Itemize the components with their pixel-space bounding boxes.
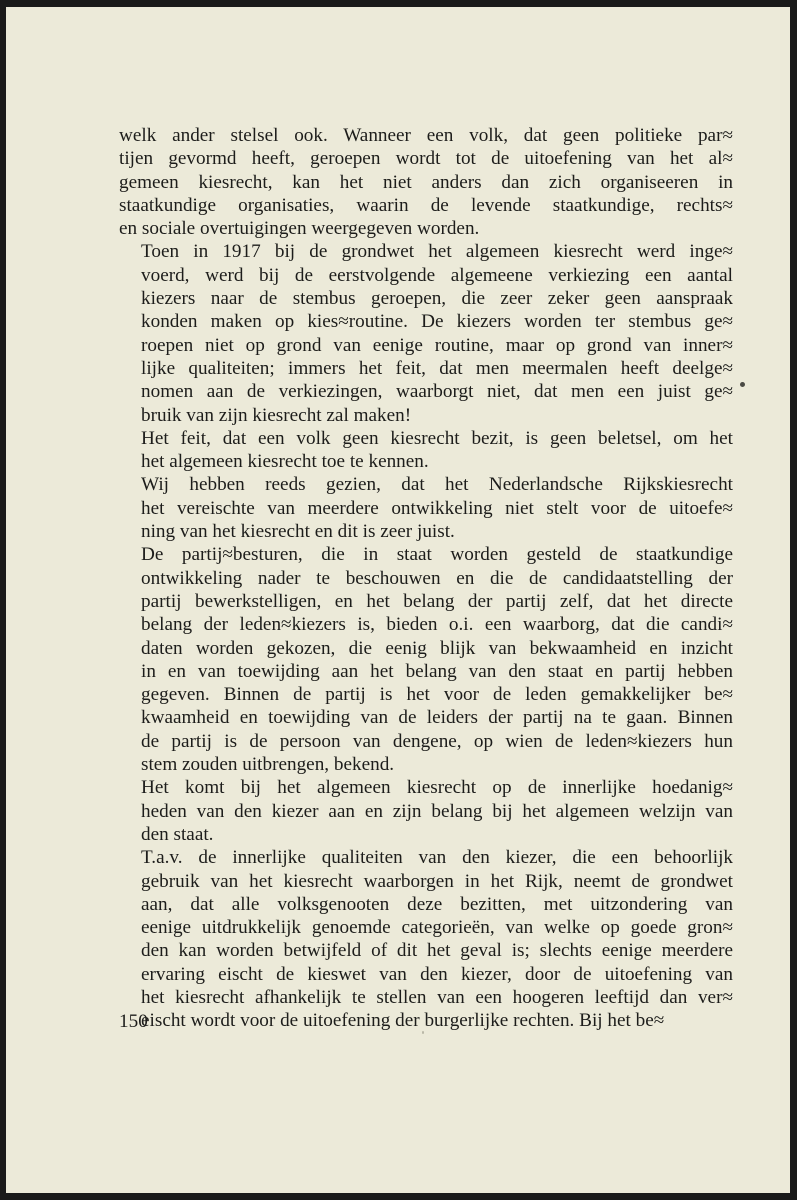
text-line: staatkundige organisaties, waarin de levende staatkundige, rechts≈ bbox=[119, 194, 733, 216]
text-line: lijke qualiteiten; immers het feit, dat men meermalen heeft deelge≈ bbox=[141, 357, 733, 379]
text-line: den staat. bbox=[141, 823, 214, 845]
text-line: Het feit, dat een volk geen kiesrecht bezit, is geen beletsel, om het bbox=[141, 427, 733, 449]
body-text bbox=[119, 124, 733, 1033]
text-line: en sociale overtuigingen weergegeven worden. bbox=[119, 218, 480, 240]
text-line: den kan worden betwijfeld of dit het geval is; slechts eenige meerdere bbox=[141, 940, 733, 962]
text-line: het kiesrecht afhankelijk te stellen van een hoogeren leeftijd dan ver≈ bbox=[141, 986, 733, 1008]
text-line: stem zouden uitbrengen, bekend. bbox=[141, 754, 395, 776]
text-line: Het komt bij het algemeen kiesrecht op de innerlijke hoedanig≈ bbox=[141, 777, 733, 799]
text-line: kwaamheid en toewijding van de leiders der partij na te gaan. Binnen bbox=[141, 707, 733, 729]
text-line: gegeven. Binnen de partij is het voor de leden gemakkelijker be≈ bbox=[141, 684, 733, 706]
text-line: T.a.v. de innerlijke qualiteiten van den kiezer, die een behoorlijk bbox=[141, 847, 733, 869]
text-line: aan, dat alle volksgenooten deze bezitten, met uitzondering van bbox=[141, 893, 733, 915]
text-line: in en van toewijding aan het belang van den staat en partij hebben bbox=[141, 660, 733, 682]
text-line: ning van het kiesrecht en dit is zeer juist. bbox=[141, 521, 455, 543]
text-line: de partij is de persoon van dengene, op wien de leden≈kiezers hun bbox=[141, 730, 733, 752]
text-line: eenige uitdrukkelijk genoemde categorieën, van welke op goede gron≈ bbox=[141, 917, 733, 939]
text-line: eischt wordt voor de uitoefening der burgerlijke rechten. Bij het be≈ bbox=[141, 1010, 665, 1032]
text-line: kiezers naar de stembus geroepen, die zeer zeker geen aanspraak bbox=[141, 288, 733, 310]
paragraph bbox=[119, 124, 733, 240]
paragraph bbox=[119, 473, 733, 543]
paragraph bbox=[119, 543, 733, 776]
text-line: daten worden gekozen, die eenig blijk van bekwaamheid en inzicht bbox=[141, 637, 733, 659]
paragraph bbox=[119, 427, 733, 474]
paragraph bbox=[119, 776, 733, 846]
paper-speck bbox=[422, 1031, 424, 1034]
text-line: ervaring eischt de kieswet van den kiezer, door de uitoefening van bbox=[141, 963, 733, 985]
text-line: bruik van zijn kiesrecht zal maken! bbox=[141, 404, 412, 426]
text-line: heden van den kiezer aan en zijn belang bij het algemeen welzijn van bbox=[141, 800, 733, 822]
book-page bbox=[6, 7, 790, 1193]
text-line: ontwikkeling nader te beschouwen en die de candidaatstelling der bbox=[141, 567, 733, 589]
page-number: 150 bbox=[119, 1011, 148, 1032]
text-line: De partij≈besturen, die in staat worden gesteld de staatkundige bbox=[141, 544, 733, 566]
text-line: roepen niet op grond van eenige routine, maar op grond van inner≈ bbox=[141, 334, 733, 356]
text-line: nomen aan de verkiezingen, waarborgt niet, dat men een juist ge≈ bbox=[141, 381, 733, 403]
text-line: het algemeen kiesrecht toe te kennen. bbox=[141, 451, 429, 473]
text-line: voerd, werd bij de eerstvolgende algemeene verkiezing een aantal bbox=[141, 264, 733, 286]
ink-dot bbox=[740, 382, 745, 387]
text-line: gebruik van het kiesrecht waarborgen in het Rijk, neemt de grondwet bbox=[141, 870, 733, 892]
text-line: het vereischte van meerdere ontwikkeling niet stelt voor de uitoefe≈ bbox=[141, 497, 733, 519]
text-line: partij bewerkstelligen, en het belang der partij zelf, dat het directe bbox=[141, 590, 733, 612]
text-line: konden maken op kies≈routine. De kiezers worden ter stembus ge≈ bbox=[141, 311, 733, 333]
paragraph bbox=[119, 846, 733, 1032]
paragraph bbox=[119, 240, 733, 426]
text-line: belang der leden≈kiezers is, bieden o.i. een waarborg, dat die candi≈ bbox=[141, 614, 733, 636]
text-line: Wij hebben reeds gezien, dat het Nederlandsche Rijkskiesrecht bbox=[141, 474, 733, 496]
text-line: tijen gevormd heeft, geroepen wordt tot de uitoefening van het al≈ bbox=[119, 148, 733, 170]
text-line: welk ander stelsel ook. Wanneer een volk, dat geen politieke par≈ bbox=[119, 125, 733, 146]
text-line: gemeen kiesrecht, kan het niet anders dan zich organiseeren in bbox=[119, 171, 733, 193]
text-line: Toen in 1917 bij de grondwet het algemeen kiesrecht werd inge≈ bbox=[141, 241, 733, 263]
